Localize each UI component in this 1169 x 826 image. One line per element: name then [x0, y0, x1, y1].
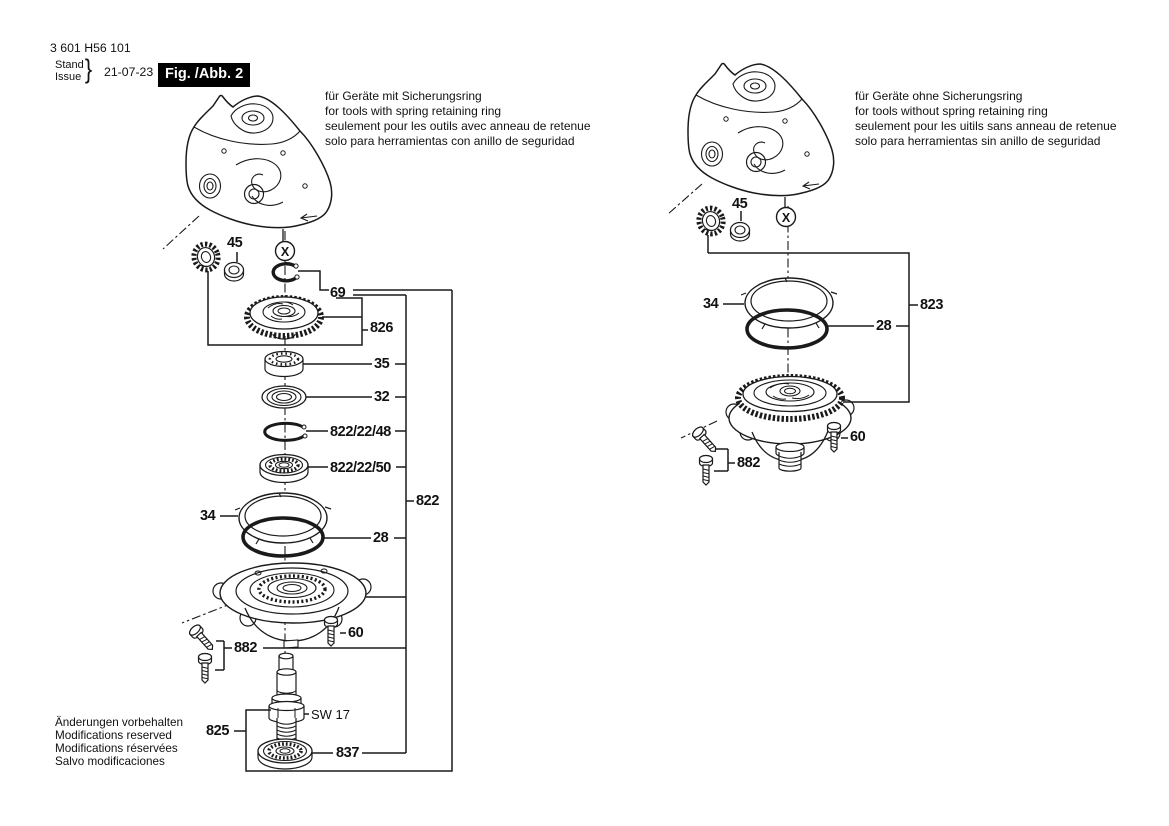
callout-sw17: SW 17: [311, 707, 351, 722]
caption-fr: seulement pour les uitils sans anneau de retenue: [855, 119, 1117, 133]
notice-en: Modifications reserved: [55, 728, 172, 742]
callout-45-left: 45: [227, 235, 243, 251]
notice-fr: Modifications réservées: [55, 741, 178, 755]
issue-date: 21-07-23: [104, 65, 154, 79]
callout-837: 837: [336, 745, 359, 761]
modifications-notice: [55, 717, 183, 769]
callout-60-right: 60: [850, 429, 866, 445]
callout-823: 823: [920, 297, 943, 313]
callout-34-left: 34: [200, 508, 216, 524]
x-marker-left: X: [280, 245, 290, 259]
callout-882-left: 882: [234, 640, 257, 656]
callout-822-22-50: 822/22/50: [330, 460, 391, 476]
callout-882-right: 882: [737, 455, 760, 471]
caption-en: for tools without spring retaining ring: [855, 104, 1048, 118]
caption-es: solo para herramientas sin anillo de seguridad: [855, 134, 1101, 148]
callout-60-left: 60: [348, 625, 364, 641]
callout-826: 826: [370, 320, 393, 336]
callout-35: 35: [374, 356, 390, 372]
callout-822-22-48: 822/22/48: [330, 424, 391, 440]
callout-32: 32: [374, 389, 390, 405]
callout-69: 69: [330, 285, 346, 301]
caption-de: für Geräte ohne Sicherungsring: [855, 89, 1023, 103]
caption-en: for tools with spring retaining ring: [325, 104, 502, 118]
brace-glyph: }: [84, 54, 93, 84]
centerlines: [163, 184, 788, 758]
callout-45-right: 45: [732, 196, 748, 212]
callout-28-right: 28: [876, 318, 892, 334]
caption-es: solo para herramientas con anillo de seguridad: [325, 134, 575, 148]
callout-825: 825: [206, 723, 229, 739]
callout-28-left: 28: [373, 530, 389, 546]
part-number: 3 601 H56 101: [50, 41, 131, 55]
right-variant-caption: [855, 89, 1117, 149]
issue-label: Issue: [55, 71, 82, 83]
left-variant-caption: [325, 89, 591, 149]
figure-label: Fig. /Abb. 2: [158, 63, 250, 87]
caption-de: für Geräte mit Sicherungsring: [325, 89, 482, 103]
right-assembly-drawing: [688, 64, 854, 486]
callout-34-right: 34: [703, 296, 719, 312]
notice-de: Änderungen vorbehalten: [55, 716, 184, 729]
stand-label: Stand: [55, 59, 84, 71]
notice-es: Salvo modificaciones: [55, 754, 165, 768]
x-marker-right: X: [781, 211, 791, 225]
caption-fr: seulement pour les outils avec anneau de retenue: [325, 119, 591, 133]
callout-822: 822: [416, 493, 439, 509]
